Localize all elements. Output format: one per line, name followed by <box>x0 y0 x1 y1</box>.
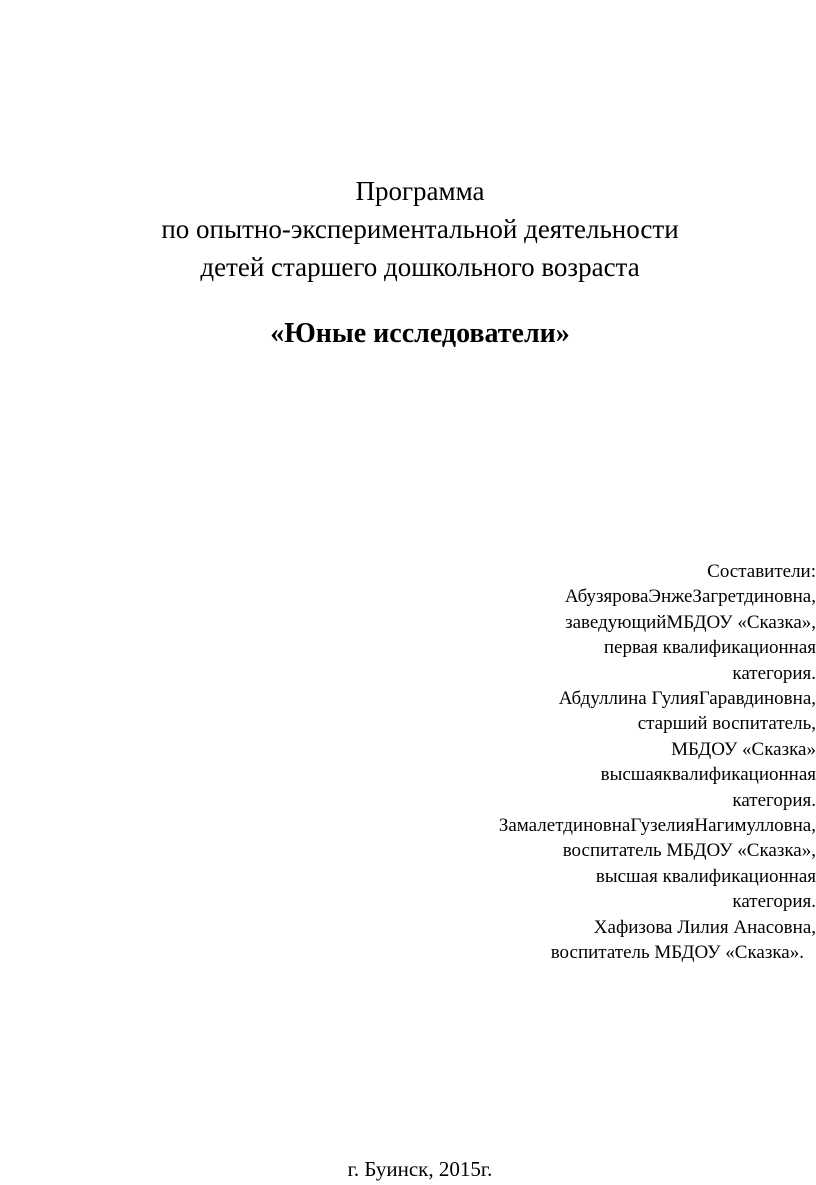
place-and-year: г. Буинск, 2015г. <box>347 1157 493 1181</box>
heading-line-program: Программа <box>355 176 485 206</box>
author-line: воспитатель МБДОУ «Сказка». <box>550 942 804 964</box>
author-line: категория. <box>732 662 816 684</box>
author-line: Хафизова Лилия Анасовна, <box>593 916 816 938</box>
authors-label: Составители: <box>707 561 816 582</box>
heading-line-age-group: детей старшего дошкольного возраста <box>200 252 640 282</box>
author-line: первая квалификационная <box>603 637 816 659</box>
author-line: категория. <box>732 789 816 811</box>
author-line: АбузяроваЭнжеЗагретдиновна, <box>564 586 816 608</box>
author-line: высшая квалификационная <box>595 865 816 887</box>
authors-block <box>396 559 816 966</box>
author-line: Абдуллина ГулияГаравдиновна, <box>558 688 816 710</box>
program-title: «Юные исследователи» <box>270 318 570 349</box>
author-line: воспитатель МБДОУ «Сказка», <box>562 840 816 862</box>
author-line: заведующийМБДОУ «Сказка», <box>565 611 816 633</box>
author-line: МБДОУ «Сказка» <box>671 738 816 760</box>
program-heading <box>0 172 816 286</box>
heading-line-activity: по опытно-экспериментальной деятельности <box>161 214 679 244</box>
author-line: старший воспитатель, <box>637 713 816 735</box>
author-line: ЗамалетдиновнаГузелияНагимулловна, <box>498 815 816 837</box>
author-line: высшаяквалификационная <box>600 764 816 786</box>
author-line: категория. <box>732 891 816 913</box>
